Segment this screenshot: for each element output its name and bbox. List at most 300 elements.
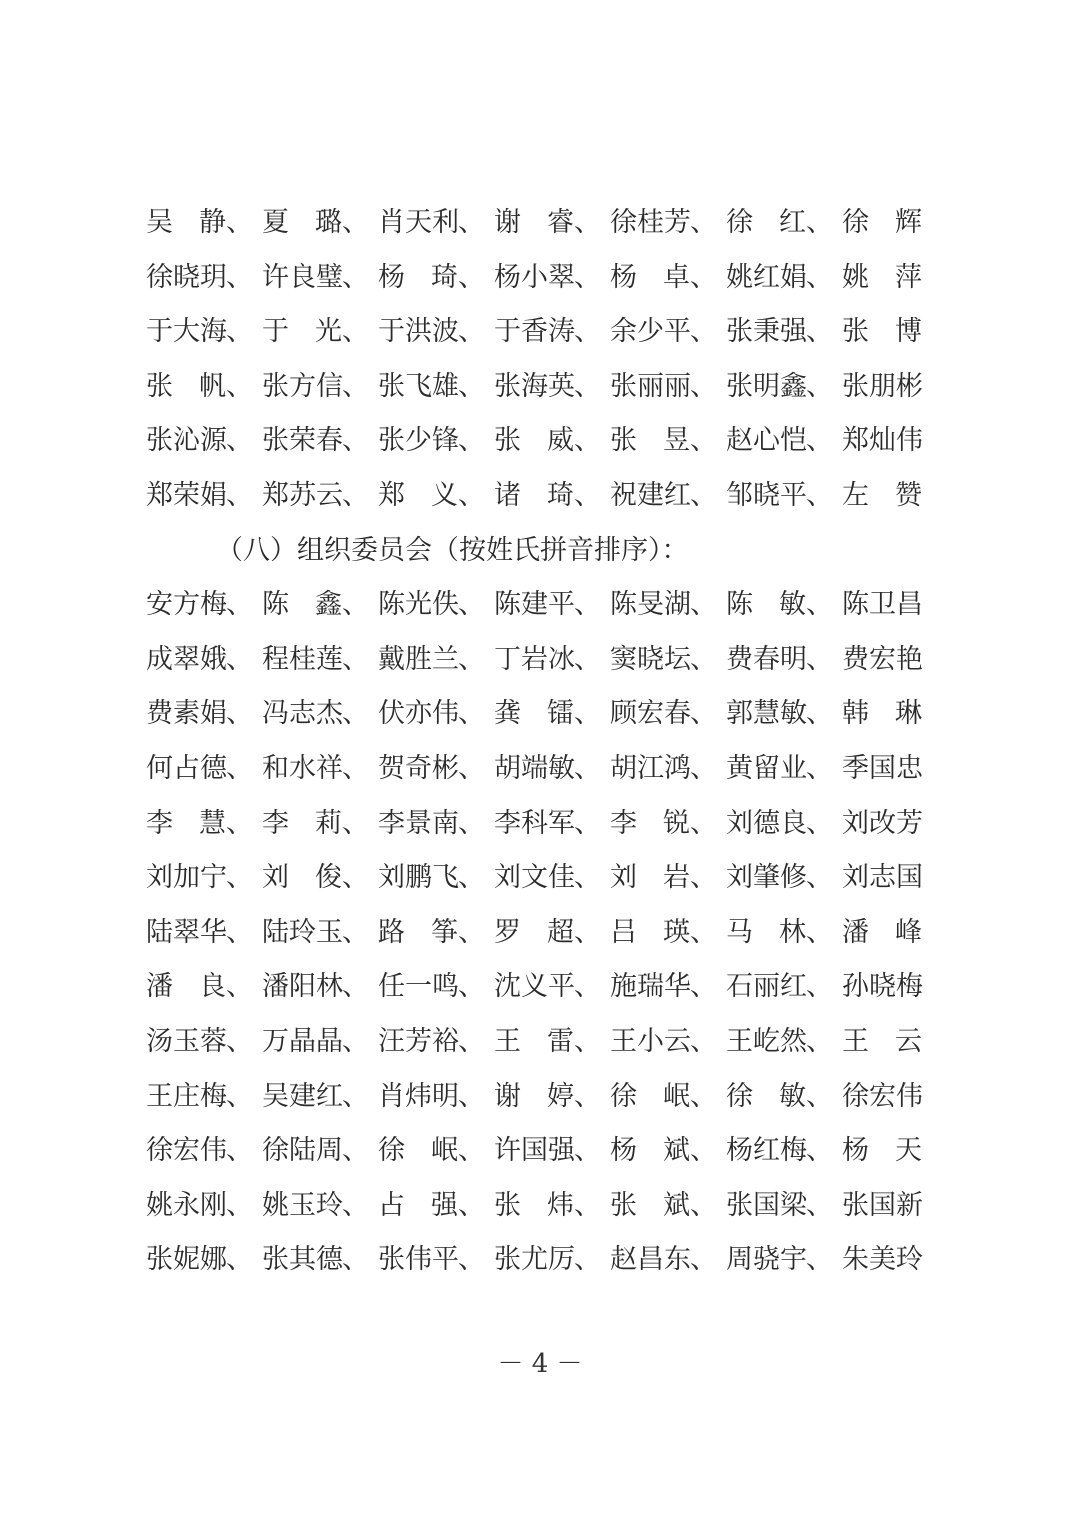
separator: 、 <box>806 1244 833 1276</box>
separator: 、 <box>342 207 369 238</box>
person-name: 徐陆周 <box>262 1135 343 1167</box>
separator: 、 <box>458 643 485 675</box>
separator: 、 <box>458 1135 485 1167</box>
person-name: 刘加宁 <box>146 862 227 894</box>
person-name: 吕瑛 <box>610 916 690 948</box>
name-entry <box>842 851 922 906</box>
name-entry <box>842 1179 922 1234</box>
separator: 、 <box>342 589 369 621</box>
person-name: 张海英 <box>494 370 575 402</box>
name-entry <box>842 797 922 852</box>
person-name: 丁岩冰 <box>494 643 575 675</box>
name-entry <box>262 960 378 1015</box>
separator: 、 <box>690 207 717 238</box>
person-name: 刘文佳 <box>494 862 575 894</box>
name-entry <box>726 578 842 633</box>
separator: 、 <box>458 261 485 293</box>
person-name: 程桂莲 <box>262 643 343 675</box>
name-entry <box>146 687 262 742</box>
person-name: 张其德 <box>262 1244 343 1276</box>
name-entry <box>262 1015 378 1070</box>
person-name: 沈义平 <box>494 971 575 1003</box>
person-name: 张秉强 <box>726 316 807 348</box>
separator: 、 <box>806 370 833 402</box>
separator: 、 <box>574 370 601 402</box>
person-name: 窦晓坛 <box>610 643 691 675</box>
separator: 、 <box>690 807 717 839</box>
person-name: 杨小翠 <box>494 261 575 293</box>
name-entry <box>726 360 842 415</box>
person-name: 陈旻湖 <box>610 589 691 621</box>
name-entry <box>726 687 842 742</box>
name-entry <box>494 906 610 961</box>
separator: 、 <box>690 370 717 402</box>
person-name: 费宏艳 <box>842 643 923 675</box>
person-name: 郑义 <box>378 479 458 511</box>
section-heading: （八）组织委员会（按姓氏拼音排序）： <box>216 534 689 566</box>
separator: 、 <box>342 807 369 839</box>
person-name: 张昱 <box>610 425 690 457</box>
name-entry <box>146 742 262 797</box>
person-name: 占强 <box>378 1189 458 1221</box>
separator: 、 <box>574 425 601 457</box>
name-entry <box>378 414 494 469</box>
person-name: 潘峰 <box>842 916 922 948</box>
name-entry <box>610 469 726 524</box>
name-entry <box>494 1233 610 1288</box>
name-entry <box>842 742 922 797</box>
name-entry <box>610 1015 726 1070</box>
person-name: 于香涛 <box>494 316 575 348</box>
name-row <box>146 633 946 688</box>
person-name: 石丽红 <box>726 971 807 1003</box>
person-name: 路筝 <box>378 916 458 948</box>
name-row <box>146 906 946 961</box>
person-name: 姚永刚 <box>146 1189 227 1221</box>
separator: 、 <box>458 589 485 621</box>
person-name: 张朋彬 <box>842 370 923 402</box>
person-name: 顾宏春 <box>610 698 691 730</box>
name-entry <box>146 1070 262 1125</box>
person-name: 姚红娟 <box>726 261 807 293</box>
name-entry <box>378 1070 494 1125</box>
person-name: 肖炜明 <box>378 1080 459 1112</box>
separator: 、 <box>574 316 601 348</box>
person-name: 徐宏伟 <box>146 1135 227 1167</box>
name-entry <box>494 414 610 469</box>
person-name: 徐桂芳 <box>610 207 691 238</box>
person-name: 徐敏 <box>726 1080 806 1112</box>
name-entry <box>494 1015 610 1070</box>
name-entry <box>146 578 262 633</box>
person-name: 成翠娥 <box>146 643 227 675</box>
name-entry <box>842 578 922 633</box>
name-entry <box>262 742 378 797</box>
name-row <box>146 797 946 852</box>
name-entry <box>610 360 726 415</box>
person-name: 李莉 <box>262 807 342 839</box>
person-name: 张少锋 <box>378 425 459 457</box>
person-name: 刘志国 <box>842 862 923 894</box>
person-name: 谢睿 <box>494 207 574 238</box>
separator: 、 <box>574 698 601 730</box>
separator: 、 <box>226 1080 253 1112</box>
name-entry <box>494 1124 610 1179</box>
separator: 、 <box>226 862 253 894</box>
person-name: 罗超 <box>494 916 574 948</box>
separator: 、 <box>342 1244 369 1276</box>
separator: 、 <box>342 752 369 784</box>
separator: 、 <box>806 698 833 730</box>
person-name: 刘鹏飞 <box>378 862 459 894</box>
separator: 、 <box>458 807 485 839</box>
name-entry <box>726 797 842 852</box>
person-name: 杨卓 <box>610 261 690 293</box>
separator: 、 <box>342 862 369 894</box>
separator: 、 <box>458 916 485 948</box>
person-name: 徐岷 <box>610 1080 690 1112</box>
person-name: 邹晓平 <box>726 479 807 511</box>
name-entry <box>146 797 262 852</box>
name-entry <box>262 851 378 906</box>
separator: 、 <box>342 1135 369 1167</box>
separator: 、 <box>458 479 485 511</box>
name-row <box>146 1015 946 1070</box>
person-name: 刘德良 <box>726 807 807 839</box>
separator: 、 <box>226 261 253 293</box>
person-name: 徐宏伟 <box>842 1080 923 1112</box>
name-entry <box>494 360 610 415</box>
separator: 、 <box>226 479 253 511</box>
person-name: 夏璐 <box>262 207 342 238</box>
person-name: 王屹然 <box>726 1025 807 1057</box>
name-entry <box>146 1124 262 1179</box>
name-entry <box>494 305 610 360</box>
name-entry <box>726 851 842 906</box>
name-entry <box>726 1124 842 1179</box>
separator: 、 <box>806 1080 833 1112</box>
person-name: 黄留业 <box>726 752 807 784</box>
person-name: 冯志杰 <box>262 698 343 730</box>
name-entry <box>726 633 842 688</box>
separator: 、 <box>574 1080 601 1112</box>
name-entry <box>146 1179 262 1234</box>
separator: 、 <box>226 425 253 457</box>
separator: 、 <box>226 1189 253 1221</box>
name-entry <box>262 469 378 524</box>
name-entry <box>262 578 378 633</box>
name-entry <box>726 1070 842 1125</box>
separator: 、 <box>574 261 601 293</box>
separator: 、 <box>574 862 601 894</box>
person-name: 于大海 <box>146 316 227 348</box>
person-name: 张国梁 <box>726 1189 807 1221</box>
person-name: 胡江鸿 <box>610 752 691 784</box>
separator: 、 <box>574 807 601 839</box>
separator: 、 <box>226 207 253 238</box>
name-entry <box>610 1179 726 1234</box>
separator: 、 <box>226 916 253 948</box>
person-name: 张方信 <box>262 370 343 402</box>
person-name: 万晶晶 <box>262 1025 343 1057</box>
separator: 、 <box>690 479 717 511</box>
separator: 、 <box>342 971 369 1003</box>
separator: 、 <box>574 589 601 621</box>
separator: 、 <box>690 589 717 621</box>
name-entry <box>842 960 922 1015</box>
separator: 、 <box>690 698 717 730</box>
name-entry <box>842 305 922 360</box>
separator: 、 <box>458 862 485 894</box>
name-entry <box>610 196 726 251</box>
name-entry <box>494 960 610 1015</box>
name-entry <box>378 851 494 906</box>
person-name: 张国新 <box>842 1189 923 1221</box>
person-name: 杨斌 <box>610 1135 690 1167</box>
name-entry <box>610 251 726 306</box>
separator: 、 <box>342 479 369 511</box>
person-name: 张荣春 <box>262 425 343 457</box>
separator: 、 <box>458 316 485 348</box>
name-entry <box>146 196 262 251</box>
person-name: 陆翠华 <box>146 916 227 948</box>
person-name: 汪芳裕 <box>378 1025 459 1057</box>
name-entry <box>262 305 378 360</box>
name-entry <box>378 1015 494 1070</box>
separator: 、 <box>226 370 253 402</box>
person-name: 姚玉玲 <box>262 1189 343 1221</box>
name-row <box>146 469 946 524</box>
name-entry <box>146 469 262 524</box>
name-entry <box>610 1124 726 1179</box>
person-name: 龚镭 <box>494 698 574 730</box>
separator: 、 <box>226 698 253 730</box>
separator: 、 <box>806 752 833 784</box>
name-entry <box>494 251 610 306</box>
person-name: 张威 <box>494 425 574 457</box>
name-entry <box>610 1233 726 1288</box>
name-entry <box>842 196 922 251</box>
name-entry <box>842 633 922 688</box>
person-name: 吴静 <box>146 207 226 238</box>
separator: 、 <box>806 1025 833 1057</box>
separator: 、 <box>574 916 601 948</box>
person-name: 王雷 <box>494 1025 574 1057</box>
person-name: 任一鸣 <box>378 971 459 1003</box>
person-name: 张伟平 <box>378 1244 459 1276</box>
person-name: 陈建平 <box>494 589 575 621</box>
name-entry <box>378 742 494 797</box>
person-name: 张丽丽 <box>610 370 691 402</box>
person-name: 胡端敏 <box>494 752 575 784</box>
person-name: 谢婷 <box>494 1080 574 1112</box>
name-row <box>146 1179 946 1234</box>
person-name: 郭慧敏 <box>726 698 807 730</box>
person-name: 赵心恺 <box>726 425 807 457</box>
name-row <box>146 1070 946 1125</box>
name-entry <box>378 578 494 633</box>
name-row <box>146 360 946 415</box>
separator: 、 <box>342 698 369 730</box>
name-entry <box>262 1124 378 1179</box>
name-entry <box>610 305 726 360</box>
separator: 、 <box>574 1025 601 1057</box>
person-name: 陈光佚 <box>378 589 459 621</box>
name-entry <box>494 851 610 906</box>
person-name: 张尤厉 <box>494 1244 575 1276</box>
separator: 、 <box>690 316 717 348</box>
separator: 、 <box>226 316 253 348</box>
person-name: 张沁源 <box>146 425 227 457</box>
person-name: 刘岩 <box>610 862 690 894</box>
name-entry <box>378 305 494 360</box>
separator: 、 <box>806 807 833 839</box>
person-name: 郑灿伟 <box>842 425 923 457</box>
separator: 、 <box>574 643 601 675</box>
separator: 、 <box>806 916 833 948</box>
name-entry <box>726 960 842 1015</box>
name-list <box>146 196 946 1288</box>
person-name: 潘阳林 <box>262 971 343 1003</box>
name-entry <box>494 1070 610 1125</box>
separator: 、 <box>690 752 717 784</box>
name-entry <box>610 687 726 742</box>
person-name: 吴建红 <box>262 1080 343 1112</box>
person-name: 张飞雄 <box>378 370 459 402</box>
separator: 、 <box>226 971 253 1003</box>
name-entry <box>262 797 378 852</box>
separator: 、 <box>574 971 601 1003</box>
name-entry <box>494 196 610 251</box>
person-name: 张斌 <box>610 1189 690 1221</box>
person-name: 诸琦 <box>494 479 574 511</box>
separator: 、 <box>342 316 369 348</box>
name-entry <box>726 1015 842 1070</box>
person-name: 徐晓玥 <box>146 261 227 293</box>
name-entry <box>842 1124 922 1179</box>
name-entry <box>262 633 378 688</box>
name-entry <box>146 305 262 360</box>
person-name: 何占德 <box>146 752 227 784</box>
name-entry <box>146 1233 262 1288</box>
separator: 、 <box>342 643 369 675</box>
person-name: 季国忠 <box>842 752 923 784</box>
person-name: 陈鑫 <box>262 589 342 621</box>
name-entry <box>494 578 610 633</box>
name-entry <box>726 469 842 524</box>
person-name: 于光 <box>262 316 342 348</box>
separator: 、 <box>806 425 833 457</box>
name-entry <box>378 906 494 961</box>
name-entry <box>378 960 494 1015</box>
person-name: 王云 <box>842 1025 922 1057</box>
separator: 、 <box>574 1189 601 1221</box>
name-entry <box>146 1015 262 1070</box>
separator: 、 <box>806 589 833 621</box>
name-entry <box>494 797 610 852</box>
separator: 、 <box>690 1080 717 1112</box>
separator: 、 <box>690 916 717 948</box>
name-entry <box>146 414 262 469</box>
separator: 、 <box>690 971 717 1003</box>
separator: 、 <box>574 207 601 238</box>
person-name: 贺奇彬 <box>378 752 459 784</box>
name-entry <box>610 797 726 852</box>
separator: 、 <box>458 370 485 402</box>
separator: 、 <box>458 425 485 457</box>
separator: 、 <box>226 1025 253 1057</box>
name-entry <box>610 414 726 469</box>
person-name: 刘肇修 <box>726 862 807 894</box>
name-entry <box>610 906 726 961</box>
name-entry <box>378 1124 494 1179</box>
person-name: 郑苏云 <box>262 479 343 511</box>
separator: 、 <box>690 1189 717 1221</box>
name-entry <box>262 360 378 415</box>
person-name: 许国强 <box>494 1135 575 1167</box>
name-entry <box>842 1015 922 1070</box>
name-entry <box>494 1179 610 1234</box>
person-name: 韩琳 <box>842 698 922 730</box>
person-name: 徐红 <box>726 207 806 238</box>
separator: 、 <box>458 1189 485 1221</box>
separator: 、 <box>806 643 833 675</box>
name-entry <box>610 633 726 688</box>
person-name: 赵昌东 <box>610 1244 691 1276</box>
person-name: 施瑞华 <box>610 971 691 1003</box>
person-name: 左赞 <box>842 479 922 511</box>
name-entry <box>726 196 842 251</box>
person-name: 陆玲玉 <box>262 916 343 948</box>
separator: 、 <box>458 971 485 1003</box>
name-entry <box>262 687 378 742</box>
name-entry <box>378 1179 494 1234</box>
person-name: 于洪波 <box>378 316 459 348</box>
name-entry <box>610 578 726 633</box>
name-entry <box>610 1070 726 1125</box>
person-name: 周骁宇 <box>726 1244 807 1276</box>
name-entry <box>726 906 842 961</box>
name-entry <box>378 1233 494 1288</box>
name-entry <box>842 906 922 961</box>
person-name: 李景南 <box>378 807 459 839</box>
separator: 、 <box>690 643 717 675</box>
name-entry <box>842 687 922 742</box>
separator: 、 <box>458 1025 485 1057</box>
name-entry <box>146 251 262 306</box>
separator: 、 <box>342 1080 369 1112</box>
separator: 、 <box>342 916 369 948</box>
separator: 、 <box>226 1135 253 1167</box>
name-row <box>146 578 946 633</box>
separator: 、 <box>342 1025 369 1057</box>
person-name: 安方梅 <box>146 589 227 621</box>
name-entry <box>726 305 842 360</box>
person-name: 王小云 <box>610 1025 691 1057</box>
person-name: 伏亦伟 <box>378 698 459 730</box>
name-entry <box>842 360 922 415</box>
separator: 、 <box>226 752 253 784</box>
separator: 、 <box>690 261 717 293</box>
page-number: － 4 － <box>497 1349 583 1379</box>
person-name: 费素娟 <box>146 698 227 730</box>
name-entry <box>610 851 726 906</box>
name-entry <box>494 469 610 524</box>
separator: 、 <box>574 752 601 784</box>
name-entry <box>262 414 378 469</box>
name-entry <box>378 633 494 688</box>
person-name: 肖天利 <box>378 207 459 238</box>
